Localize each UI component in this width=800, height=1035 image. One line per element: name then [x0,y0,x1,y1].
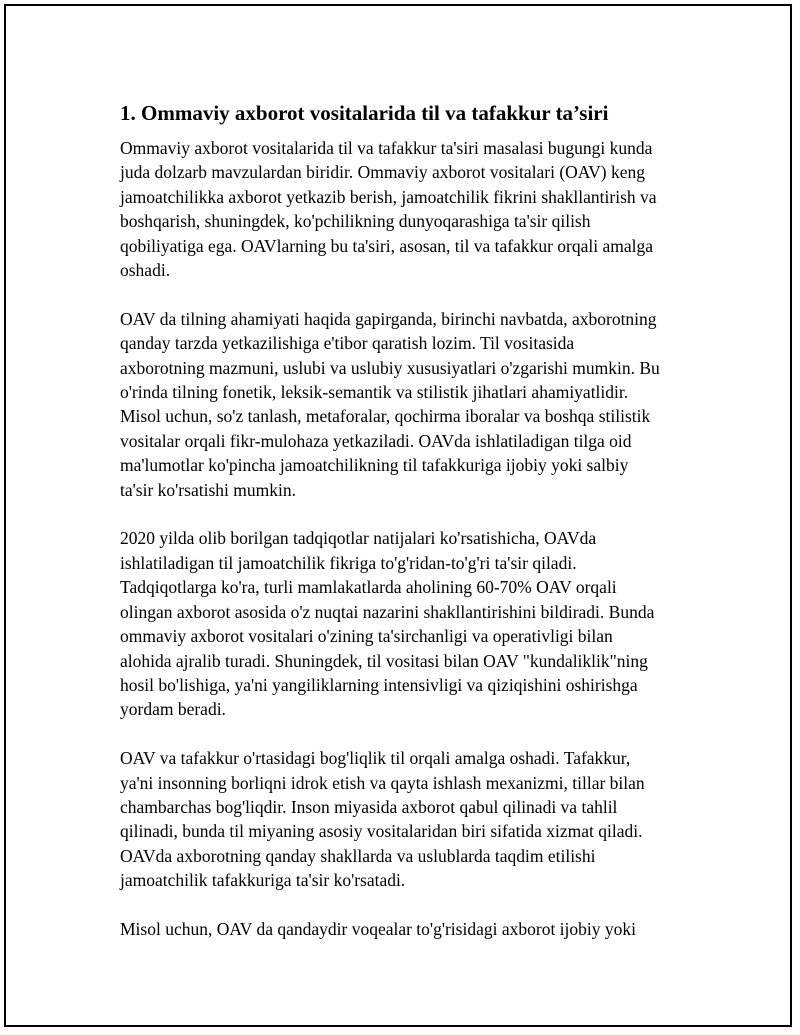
text-line: OAV da tilning ahamiyati haqida gapirganda, birinchi navbatda, axborotning [120,308,657,329]
text-line: alohida ajralib turadi. Shuningdek, til vositasi bilan OAV "kundaliklik"ning [120,650,648,671]
text-line: Ommaviy axborot vositalarida til va tafakkur ta'siri masalasi bugungi kunda [120,138,653,158]
paragraph-3 [120,526,700,721]
text-line: vositalar orqali fikr-mulohaza yetkaziladi. OAVda ishlatiladigan tilga oid [120,430,632,451]
paragraph-2 [120,307,700,502]
text-line: Tadqiqotlarga ko'ra, turli mamlakatlarda aholining 60-70% OAV orqali [120,577,617,598]
text-line: hosil bo'lishiga, ya'ni yangiliklarning intensivligi va qiziqishini oshirishga [120,674,638,695]
text-line: oshadi. [120,260,171,281]
text-line: Misol uchun, so'z tanlash, metaforalar, qochirma iboralar va boshqa stilistik [120,406,651,427]
text-line: ya'ni insonning borliqni idrok etish va qayta ishlash mexanizmi, tillar bilan [120,772,645,793]
document-page [4,4,792,1027]
text-line: ta'sir ko'rsatishi mumkin. [120,479,296,500]
text-line: ma'lumotlar ko'pincha jamoatchilikning til tafakkuriga ijobiy yoki salbiy [120,455,629,476]
paragraph-1 [120,136,700,282]
text-line: ommaviy axborot vositalari o'zining ta'sirchanligi va operativligi bilan [120,626,613,647]
paragraph-5 [120,917,700,941]
text-line: OAV va tafakkur o'rtasidagi bog'liqlik til orqali amalga oshadi. Tafakkur, [120,748,631,769]
text-line: yordam beradi. [120,699,226,720]
text-line: olingan axborot asosida o'z nuqtai nazarini shakllantirishini bildiradi. Bunda [120,601,655,622]
document-body [120,100,700,966]
text-line: jamoatchilik tafakkuriga ta'sir ko'rsatadi. [120,870,406,891]
text-line: boshqarish, shuningdek, ko'pchilikning dunyoqarashiga ta'sir qilish [120,211,591,232]
text-line: jamoatchilikka axborot yetkazib berish, jamoatchilik fikrini shakllantirish va [120,186,657,207]
text-line: axborotning mazmuni, uslubi va uslubiy xususiyatlari o'zgarishi mumkin. Bu [120,357,660,378]
section-heading: 1. Ommaviy axborot vositalarida til va tafakkur ta’siri [120,101,609,125]
text-line: o'rinda tilning fonetik, leksik-semantik va stilistik jihatlari ahamiyatlidir. [120,382,629,403]
text-line: 2020 yilda olib borilgan tadqiqotlar natijalari ko'rsatishicha, OAVda [120,528,597,549]
text-line: ishlatiladigan til jamoatchilik fikriga to'g'ridan-to'g'ri ta'sir qiladi. [120,552,577,573]
text-line: qanday tarzda yetkazilishiga e'tibor qaratish lozim. Til vositasida [120,333,575,354]
paragraph-4 [120,746,700,892]
text-line: juda dolzarb mavzulardan biridir. Ommaviy axborot vositalari (OAV) keng [120,162,646,183]
text-line: chambarchas bog'liqdir. Inson miyasida axborot qabul qilinadi va tahlil [120,796,618,817]
text-line: OAVda axborotning qanday shakllarda va uslublarda taqdim etilishi [120,845,596,866]
text-line: qobiliyatiga ega. OAVlarning bu ta'siri, asosan, til va tafakkur orqali amalga [120,235,654,256]
text-line: qilinadi, bunda til miyaning asosiy vositalaridan biri sifatida xizmat qiladi. [120,821,643,842]
text-line: Misol uchun, OAV da qandaydir voqealar to'g'risidagi axborot ijobiy yoki [120,918,637,939]
